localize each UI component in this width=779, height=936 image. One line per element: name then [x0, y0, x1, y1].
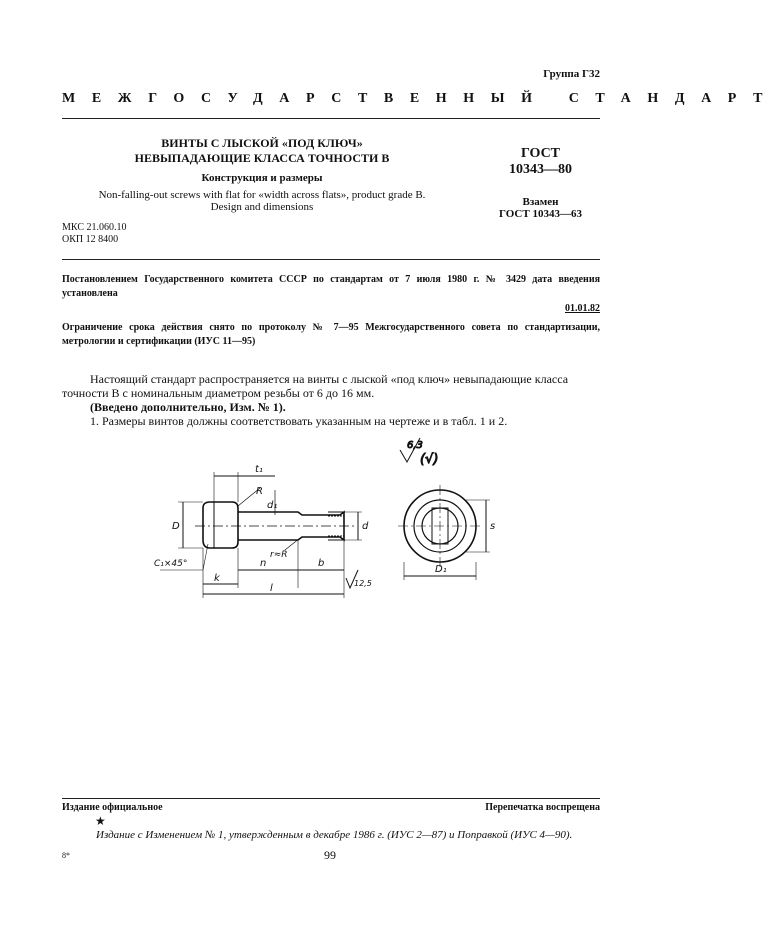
- label-l: l: [270, 583, 273, 594]
- label-r: r≈R: [270, 550, 288, 560]
- label-R: R: [256, 486, 263, 497]
- english-title-2: Design and dimensions: [210, 201, 314, 213]
- gost-label: ГОСТ: [520, 146, 561, 161]
- label-k: k: [214, 573, 220, 584]
- label-b: b: [318, 558, 325, 569]
- title-divider: [62, 259, 600, 260]
- classification-codes: [62, 222, 126, 246]
- label-c1: C₁×45°: [154, 559, 188, 569]
- label-D1: D₁: [435, 564, 447, 575]
- label-n: n: [260, 558, 267, 569]
- footer-divider: [62, 798, 600, 799]
- label-d1: d₁: [267, 500, 278, 511]
- title-line-1: ВИНТЫ С ЛЫСКОЙ «ПОД КЛЮЧ»: [161, 136, 363, 150]
- english-title-1: Non-falling-out screws with flat for «width across flats», product grade B.: [98, 189, 426, 201]
- reprint-prohibited: Перепечатка воспрещена: [485, 802, 600, 813]
- label-roughness-small: 12,5: [354, 579, 372, 588]
- decree-text: Постановлением Государственного комитета СССР по стандартам от 7 июля 1980 г. № 3429 дата введения установлена: [62, 274, 600, 299]
- standard-type-title: МЕЖГОСУДАРСТВЕННЫЙ СТАНДАРТ: [62, 91, 779, 106]
- decree-date: 01.01.82: [565, 303, 600, 314]
- star-mark: ★: [95, 814, 106, 828]
- replaces-value: ГОСТ 10343—63: [499, 208, 582, 220]
- label-s: s: [490, 521, 496, 532]
- title-line-2: НЕВЫПАДАЮЩИЕ КЛАССА ТОЧНОСТИ В: [134, 151, 390, 165]
- title-block: [62, 136, 462, 213]
- subtitle: Конструкция и размеры: [201, 172, 323, 184]
- okp-code: ОКП 12 8400: [62, 234, 119, 245]
- header-divider: [62, 118, 600, 119]
- label-t1: t₁: [255, 464, 263, 475]
- amendment-note: (Введено дополнительно, Изм. № 1).: [90, 400, 286, 414]
- roughness-value: 6,3: [407, 440, 423, 451]
- footer-mark: 8*: [62, 851, 70, 860]
- mks-code: МКС 21.060.10: [62, 222, 127, 233]
- screw-head: [203, 502, 238, 548]
- edition-note: Издание с Изменением № 1, утвержденным в декабре 1986 г. (ИУС 2—87) и Поправкой (ИУС 4—90).: [96, 829, 573, 841]
- group-label: Группа Г32: [543, 68, 600, 80]
- label-D: D: [172, 521, 180, 532]
- official-edition: Издание официальное: [62, 802, 163, 813]
- scope-paragraph: Настоящий стандарт распространяется на винты с лыской «под ключ» невыпадающие класса точности В с номинальным диаметром резьбы от 6 до 16 мм.: [62, 372, 569, 400]
- gost-number: 10343—80: [509, 162, 572, 177]
- page-number: 99: [324, 848, 336, 862]
- gost-block: [488, 146, 593, 220]
- replaces-label: Взамен: [522, 196, 559, 208]
- label-d: d: [362, 521, 369, 532]
- screw-drawing: [150, 430, 530, 610]
- limitation-text: Ограничение срока действия снято по протоколу № 7—95 Межгосударственного совета по стандартизации, метрологии и сертификации (ИУС 11—95): [62, 322, 600, 347]
- roughness-paren: (√): [420, 452, 439, 467]
- dimensions-paragraph: 1. Размеры винтов должны соответствовать указанным на чертеже и в табл. 1 и 2.: [90, 414, 508, 428]
